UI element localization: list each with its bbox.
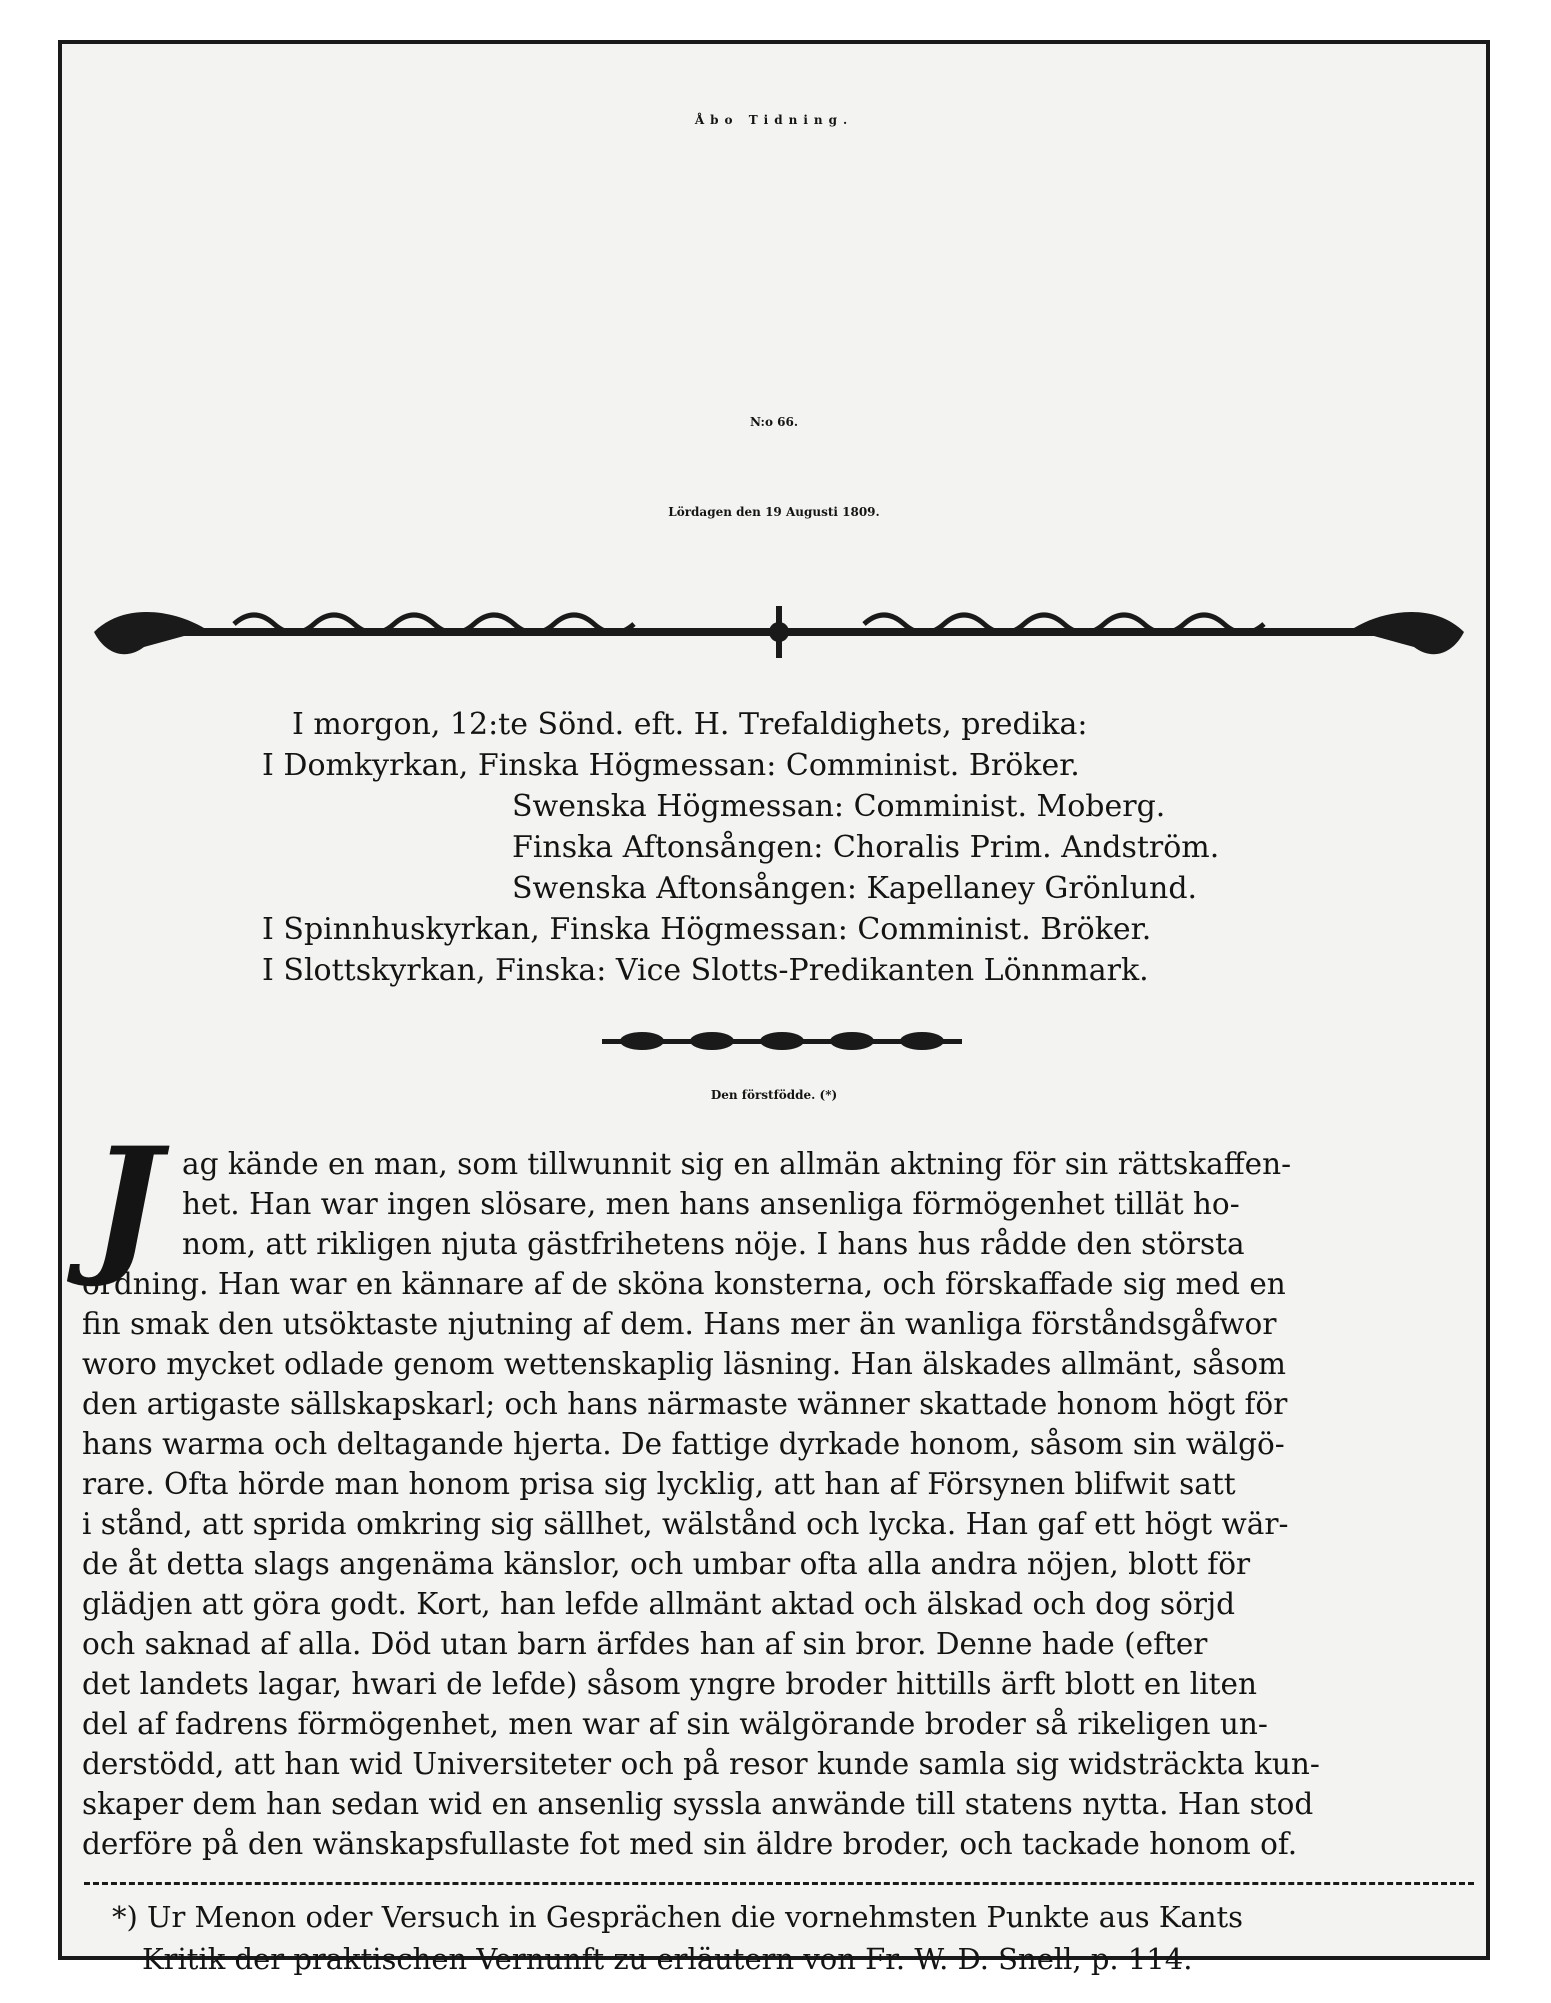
drop-cap: J <box>90 1115 162 1291</box>
service-line: I Slottskyrkan, Finska: Vice Slotts-Predikanten Lönnmark. <box>262 953 1149 988</box>
service-line: Swenska Högmessan: Comminist. Moberg. <box>512 789 1166 824</box>
small-decorative-rule <box>602 1024 962 1058</box>
article-line: ag kände en man, som tillwunnit sig en allmän aktning för sin rättskaffen- <box>182 1147 1292 1181</box>
article-line: ordning. Han war en kännare af de sköna konsterna, och förskaffade sig med en <box>82 1267 1286 1301</box>
article-line: de åt detta slags angenäma känslor, och umbar ofta alla andra nöjen, blott för <box>82 1547 1251 1581</box>
article-line: och saknad af alla. Död utan barn ärfdes han af sin bror. Denne hade (efter <box>82 1627 1208 1661</box>
footnote-line: *) Ur Menon oder Versuch in Gesprächen die vornehmsten Punkte aus Kants <box>112 1900 1244 1934</box>
article-line: del af fadrens förmögenhet, men war af sin wälgörande broder så rikeligen un- <box>82 1707 1268 1741</box>
article-line: det landets lagar, hwari de lefde) såsom yngre broder hittills ärft blott en liten <box>82 1667 1257 1701</box>
article-line: hans warma och deltagande hjerta. De fattige dyrkade honom, såsom sin wälgö- <box>82 1427 1285 1461</box>
service-line: I Domkyrkan, Finska Högmessan: Comminist. Bröker. <box>262 748 1080 783</box>
services-heading: I morgon, 12:te Sönd. eft. H. Trefaldighets, predika: <box>292 707 1088 742</box>
article-line: het. Han war ingen slösare, men hans ansenliga förmögenhet tillät ho- <box>182 1187 1240 1221</box>
decorative-rule-ornament <box>84 592 1474 672</box>
service-line: Swenska Aftonsången: Kapellaney Grönlund. <box>512 871 1198 906</box>
article-line: nom, att rikligen njuta gästfrihetens nöje. I hans hus rådde den största <box>182 1227 1245 1261</box>
issue-date: Lördagen den 19 Augusti 1809. <box>668 505 880 519</box>
article-line: rare. Ofta hörde man honom prisa sig lycklig, att han af Försynen blifwit satt <box>82 1467 1236 1501</box>
article-title: Den förstfödde. (*) <box>710 1088 838 1102</box>
article-line: i stånd, att sprida omkring sig sällhet, wälstånd och lycka. Han gaf ett högt wär- <box>82 1507 1289 1541</box>
article-line: den artigaste sällskapskarl; och hans närmaste wänner skattade honom högt för <box>82 1387 1288 1421</box>
article-line: derföre på den wänskapsfullaste fot med sin äldre broder, och tackade honom of. <box>82 1827 1298 1861</box>
article-line: fin smak den utsöktaste njutning af dem. Hans mer än wanliga förståndsgåfwor <box>82 1307 1277 1341</box>
article-line: skaper dem han sedan wid en ansenlig syssla anwände till statens nytta. Han stod <box>82 1787 1314 1821</box>
footnote-divider <box>84 1882 1474 1885</box>
article-line: woro mycket odlade genom wettenskaplig läsning. Han älskades allmänt, såsom <box>82 1347 1286 1381</box>
newspaper-masthead: Åbo Tidning. <box>694 113 854 127</box>
issue-number: N:o 66. <box>749 415 799 429</box>
footnote-line: Kritik der praktischen Vernunft zu erläutern von Fr. W. D. Snell, p. 114. <box>142 1942 1193 1976</box>
service-line: I Spinnhuskyrkan, Finska Högmessan: Comminist. Bröker. <box>262 912 1152 947</box>
service-line: Finska Aftonsången: Choralis Prim. Andström. <box>512 830 1220 865</box>
newspaper-page <box>58 40 1490 1976</box>
article-line: glädjen att göra godt. Kort, han lefde allmänt aktad och älskad och dog sörjd <box>82 1587 1236 1621</box>
article-line: derstödd, att han wid Universiteter och på resor kunde samla sig widsträckta kun- <box>82 1747 1320 1781</box>
